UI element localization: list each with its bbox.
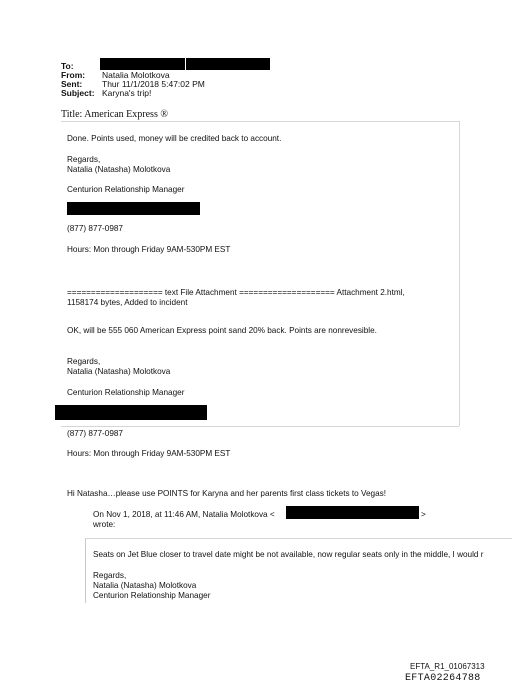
quote-body: Seats on Jet Blue closer to travel date might be not available, now regular seats only in the middle, I would r <box>93 550 484 559</box>
hours-text-1: Hours: Mon through Friday 9AM-530PM EST <box>67 245 231 254</box>
frame-bottom-divider <box>61 426 459 427</box>
redacted-email <box>286 506 419 519</box>
quote-wrote: wrote: <box>93 520 116 529</box>
phone-text-1: (877) 877-0987 <box>67 224 123 233</box>
message-text-2: OK, will be 555 060 American Express point sand 20% back. Points are nonrevesible. <box>67 326 377 335</box>
redacted-block-1 <box>67 202 200 215</box>
bates-number-2: EFTA02264788 <box>405 673 481 684</box>
bates-number-1: EFTA_R1_01067313 <box>410 662 485 671</box>
attachment-size: 1158174 bytes, Added to incident <box>67 298 188 307</box>
sent-label: Sent: <box>61 79 83 89</box>
message-title: Title: American Express ® <box>61 109 168 120</box>
quote-header: On Nov 1, 2018, at 11:46 AM, Natalia Molotkova < <box>93 510 275 519</box>
quote-signature-name: Natalia (Natasha) Molotkova <box>93 581 197 590</box>
from-label: From: <box>61 70 86 80</box>
to-label: To: <box>61 61 74 71</box>
attachment-line: ==================== text File Attachment ==================== Attachment 2.html, <box>67 288 405 297</box>
regards-text-1: Regards, <box>67 155 101 164</box>
quote-header-end: > <box>421 510 426 519</box>
message-text-1: Done. Points used, money will be credited back to account. <box>67 134 282 143</box>
quote-top-divider <box>85 538 512 539</box>
quote-signature-role: Centurion Relationship Manager <box>93 591 211 600</box>
subject-value: Karyna's trip! <box>102 88 152 98</box>
from-value: Natalia Molotkova <box>102 70 170 80</box>
sent-value: Thur 11/1/2018 5:47:02 PM <box>102 79 205 89</box>
signature-name-1: Natalia (Natasha) Molotkova <box>67 165 171 174</box>
redacted-block-2 <box>55 405 207 420</box>
frame-right-divider <box>459 121 460 426</box>
quote-regards: Regards, <box>93 571 127 580</box>
regards-text-2: Regards, <box>67 357 101 366</box>
signature-role-2: Centurion Relationship Manager <box>67 388 185 397</box>
quote-bar <box>85 538 86 603</box>
signature-name-2: Natalia (Natasha) Molotkova <box>67 367 171 376</box>
frame-top-divider <box>61 121 459 122</box>
redacted-recipient-1 <box>100 58 185 70</box>
hours-text-2: Hours: Mon through Friday 9AM-530PM EST <box>67 449 231 458</box>
signature-role-1: Centurion Relationship Manager <box>67 185 185 194</box>
phone-text-2: (877) 877-0987 <box>67 429 123 438</box>
subject-label: Subject: <box>61 88 95 98</box>
redacted-recipient-2 <box>186 58 270 70</box>
request-text: Hi Natasha…please use POINTS for Karyna and her parents first class tickets to Vegas! <box>67 489 387 498</box>
